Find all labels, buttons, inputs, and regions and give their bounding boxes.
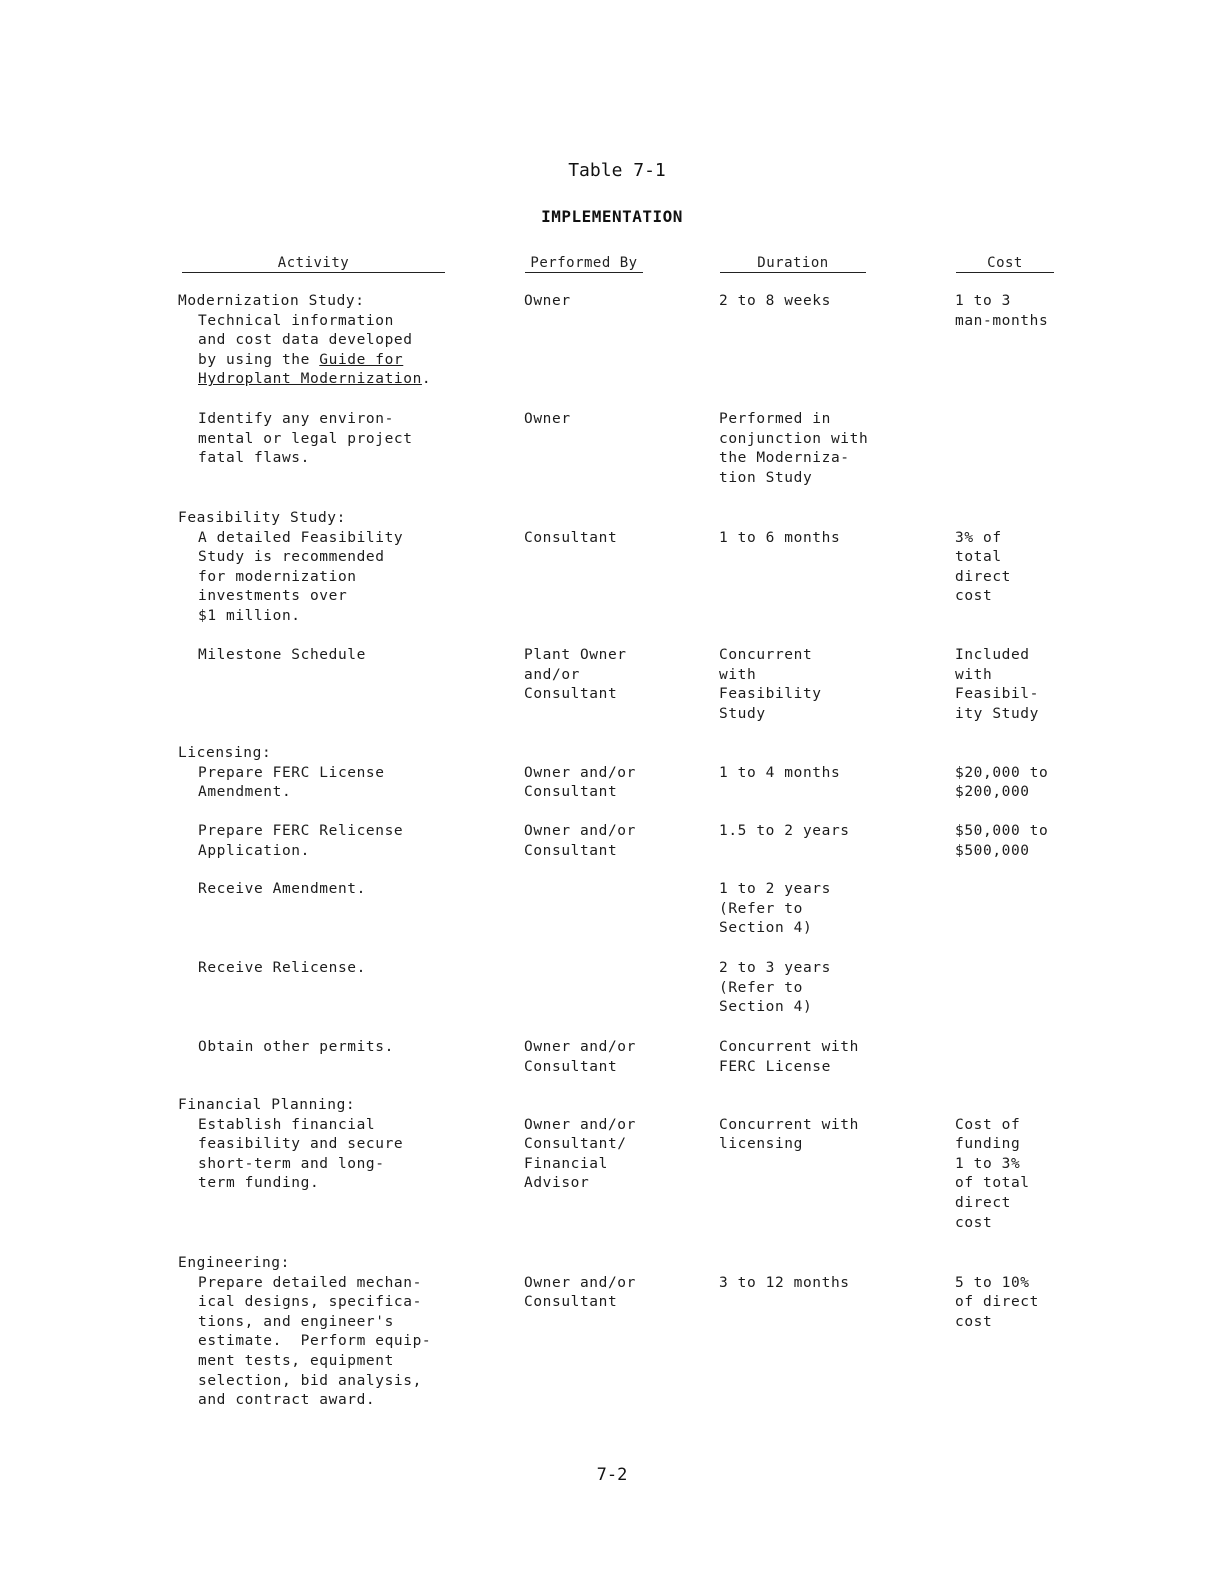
- performed-by-licensing-5: Owner and/or Consultant: [524, 1039, 636, 1075]
- duration-licensing-1: 1 to 4 months: [719, 764, 841, 781]
- performed-by-modernization-1: Owner: [524, 293, 571, 309]
- duration-feasibility-1: 1 to 6 months: [719, 529, 841, 546]
- column-header-cost-label: Cost: [987, 255, 1023, 271]
- performed-by-feasibility-1: Consultant: [524, 529, 618, 546]
- section-heading-licensing: Licensing:: [178, 745, 272, 761]
- duration-licensing-5: Concurrent with FERC License: [719, 1039, 859, 1075]
- column-header-performed-by-label: Performed By: [530, 255, 638, 271]
- cost-financial-1: Cost of funding 1 to 3% of total direct cost: [955, 1116, 1030, 1231]
- column-header-duration-label: Duration: [757, 255, 829, 271]
- activity-line-prefix: by using the: [198, 351, 320, 368]
- duration-licensing-3: 1 to 2 years (Refer to Section 4): [719, 881, 831, 937]
- cost-modernization-1: 1 to 3 man-months: [955, 293, 1049, 329]
- activity-licensing-5: Obtain other permits.: [198, 1039, 394, 1055]
- duration-feasibility-2: Concurrent with Feasibility Study: [719, 647, 822, 722]
- cost-licensing-1: $20,000 to $200,000: [955, 764, 1049, 801]
- column-header-activity: [182, 255, 445, 273]
- duration-modernization-1: 2 to 8 weeks: [719, 293, 831, 309]
- guide-title-part2: Hydroplant Modernization: [198, 371, 422, 388]
- cost-licensing-2: $50,000 to $500,000: [955, 823, 1049, 859]
- cost-feasibility-1: 3% of total direct cost: [955, 529, 1011, 605]
- activity-licensing-1: Prepare FERC License Amendment.: [198, 764, 385, 801]
- guide-title-part1: Guide for: [319, 351, 404, 368]
- activity-licensing-4: Receive Relicense.: [198, 960, 366, 976]
- performed-by-licensing-1: Owner and/or Consultant: [524, 764, 636, 801]
- column-header-performed-by: [525, 255, 643, 273]
- duration-licensing-2: 1.5 to 2 years: [719, 823, 850, 839]
- activity-licensing-2: Prepare FERC Relicense Application.: [198, 823, 404, 859]
- cost-engineering-1: 5 to 10% of direct cost: [955, 1274, 1039, 1330]
- performed-by-licensing-2: Owner and/or Consultant: [524, 823, 636, 859]
- column-header-duration: [720, 255, 866, 273]
- activity-line: Technical information: [198, 312, 394, 329]
- section-heading-modernization: Modernization Study:: [178, 293, 365, 309]
- duration-engineering-1: 3 to 12 months: [719, 1274, 850, 1291]
- performed-by-financial-1: Owner and/or Consultant/ Financial Advisor: [524, 1116, 636, 1192]
- duration-modernization-2: Performed in conjunction with the Moderniza- tion Study: [719, 411, 869, 486]
- duration-licensing-4: 2 to 3 years (Refer to Section 4): [719, 960, 831, 1016]
- table-subtitle: IMPLEMENTATION: [541, 207, 683, 226]
- cost-feasibility-2: Included with Feasibil- ity Study: [955, 647, 1039, 722]
- activity-licensing-3: Receive Amendment.: [198, 881, 366, 897]
- activity-line: and cost data developed: [198, 332, 413, 349]
- duration-financial-1: Concurrent with licensing: [719, 1116, 859, 1153]
- performed-by-feasibility-2: Plant Owner and/or Consultant: [524, 647, 627, 703]
- section-heading-financial: Financial Planning:: [178, 1097, 356, 1113]
- activity-modernization-2: Identify any environ- mental or legal project fatal flaws.: [198, 411, 413, 467]
- activity-feasibility-1: A detailed Feasibility Study is recommended for modernization investments over $1 million.: [198, 529, 404, 624]
- page-number: 7-2: [596, 1465, 628, 1485]
- section-heading-engineering: Engineering:: [178, 1255, 290, 1271]
- column-header-activity-label: Activity: [277, 255, 350, 271]
- performed-by-engineering-1: Owner and/or Consultant: [524, 1274, 636, 1311]
- activity-engineering-1: Prepare detailed mechan- ical designs, specifica- tions, and engineer's estimate. Perform equip- ment tests, equipment selection, bid analysis, and contract award.: [198, 1274, 432, 1409]
- activity-line-suffix: .: [421, 371, 432, 388]
- activity-feasibility-2: Milestone Schedule: [198, 647, 366, 663]
- activity-financial-1: Establish financial feasibility and secure short-term and long- term funding.: [198, 1116, 404, 1192]
- section-heading-feasibility: Feasibility Study:: [178, 510, 346, 526]
- performed-by-modernization-2: Owner: [524, 411, 571, 427]
- table-title: Table 7-1: [568, 160, 666, 181]
- activity-modernization-1: [198, 312, 431, 390]
- column-header-cost: [956, 255, 1054, 273]
